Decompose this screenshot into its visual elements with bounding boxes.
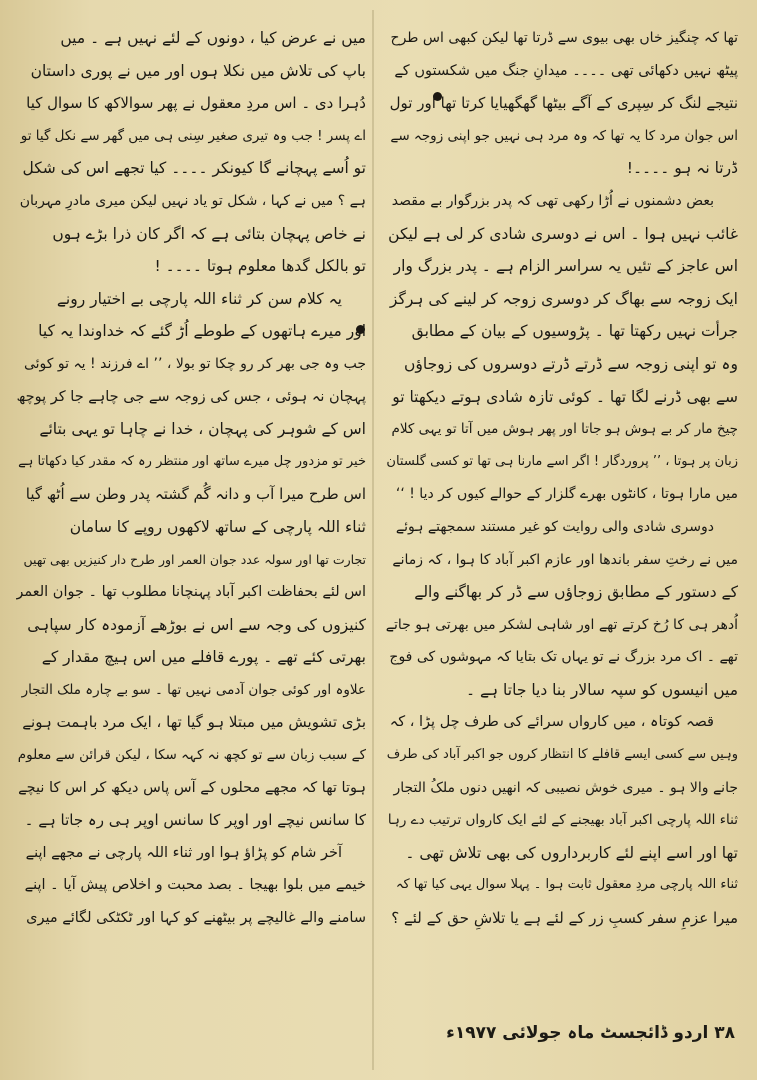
text-line: زبان پر ہوتا ، ’’ پروردگار ! اگر اسے مارنا ہی تھا تو کسی گلستان: [386, 453, 738, 469]
text-line: ایک زوجہ سے بھاگ کر دوسری زوجہ کر لینے کی ہرگز: [389, 289, 738, 308]
text-line: چیخ مار کر بے ہوش ہو جاتا اور پھر ہوش میں آتا تو یہی کلام: [391, 421, 738, 438]
text-line: تھا کہ چنگیز خاں بھی بیوی سے ڈرتا تھا لیکن کبھی اس طرح: [390, 30, 738, 46]
text-line: بڑی تشویش میں مبتلا ہو گیا تھا ، ایک مرد باہمت ہونے: [22, 713, 366, 732]
text-line: اس کے شوہر کی پہچان ، خدا نے چاہا تو یہی بتائے: [39, 420, 366, 439]
text-line: تھے ۔ اک مرد بزرگ نے تو یہاں تک بتایا کہ مہوشوں کی فوج: [389, 649, 738, 666]
text-line: کے سبب زبان سے تو کچھ نہ کہہ سکا ، لیکن قرائن سے معلوم: [17, 747, 366, 764]
text-line: اس عاجز کے تئیں یہ سراسر الزام ہے ۔ پدر بزرگ وار: [393, 257, 738, 276]
text-line: میرا عزمِ سفر کسبِ زر کے لئے ہے یا تلاشِ حق کے لئے ؟: [391, 909, 738, 928]
text-line: اور میرے ہاتھوں کے طوطے اُڑ گئے کہ خداوندا یہ کیا: [38, 322, 366, 341]
text-line: سے بھی ڈرنے لگا تھا ۔ کوئی تازہ شادی ہوتے دیکھتا تو: [392, 387, 738, 406]
text-line: خیر تو مزدور چل میرے ساتھ اور منتظر رہ کہ مقدر کیا دکھاتا ہے: [18, 453, 366, 469]
text-line: تو بالکل گدھا معلوم ہوتا ۔۔۔۔ !: [154, 257, 366, 276]
text-line: اُدھر ہی کا رُخ کرتے تھے اور شاہی لشکر میں بھرتی ہو جاتے: [386, 616, 738, 633]
text-line: علاوہ اور کوئی جوان آدمی نہیں تھا ۔ سو بے چارہ ملک التجار: [21, 681, 366, 698]
text-line: جرأت نہیں رکھتا تھا ۔ پڑوسیوں کے بیان کے مطابق: [411, 322, 738, 341]
text-line: پیٹھ نہیں دکھائی تھی ۔۔۔۔ میدانِ جنگ میں شکستوں کے: [394, 62, 738, 79]
text-line: تو اُسے پہچانے گا کیونکر ۔۔۔۔ کیا تجھے اس کی شکل: [22, 159, 366, 178]
text-line: جب وہ جی بھر کر رو چکا تو بولا ، ’’ اے فرزند ! یہ تو کوئی: [23, 355, 366, 372]
text-line: میں نے رختِ سفر باندھا اور عازم اکبر آباد کا ہوا ، کہ زمانے: [392, 551, 738, 568]
text-line: میں انیسوں کو سپہ سالار بنا دیا جاتا ہے ۔: [465, 680, 738, 699]
text-line: کنیزوں کی وجہ سے اس نے بوڑھے آزمودہ کار سپاہی: [27, 615, 366, 634]
text-line: سامنے والے غالیچے پر بیٹھنے کو کہا اور ٹکٹکی لگائے میری: [26, 910, 366, 927]
text-line: آخر شام کو پڑاؤ ہوا اور ثناء اللہ پارچی نے مجھے اپنے: [25, 844, 342, 861]
text-line: ثناء اللہ پارچی مردِ معقول ثابت ہوا ۔ پہلا سوال یہی کیا تھا کہ: [395, 877, 738, 893]
text-line: میں نے عرض کیا ، دونوں کے لئے نہیں ہے ۔ میں: [60, 29, 366, 47]
right-text-column: [386, 22, 738, 935]
text-line: خیمے میں بلوا بھیجا ۔ بصد محبت و اخلاص پیش آیا ۔ اپنے: [24, 877, 366, 894]
text-line: نے خاص پہچان بتائی ہے کہ اگر کان ذرا بڑے ہوں: [52, 224, 366, 243]
text-line: کا سانس نیچے اور اوپر کا سانس اوپر ہی رہ جاتا ہے ۔: [24, 811, 366, 830]
text-line: نتیجے لنگ کر سِپری کے آگے بیٹھا گھگھیایا کرتا تھا اور تول: [389, 94, 738, 113]
text-line: ثناء اللہ پارچی اکبر آباد بھیجنے کے لئے ایک کارواں ترتیب دے رہا: [387, 812, 738, 829]
text-line: پہچان نہ ہوئی ، جس کی زوجہ سے جی چاہے جا کر پوچھ: [16, 388, 366, 405]
text-line: قصہ کوتاہ ، میں کارواں سرائے کی طرف چل پڑا ، کہ: [389, 714, 714, 731]
text-line: ہوتا تھا کہ مجھے محلوں کے آس پاس دیکھ کر اس کا نیچے: [18, 779, 366, 796]
text-line: تھا اور اسے اپنے لئے کاربرداروں کی بھی تلاش تھی ۔: [405, 843, 738, 862]
text-line: غائب نہیں ہوا ۔ اس نے دوسری شادی کر لی ہے لیکن: [388, 224, 738, 243]
text-line: ڈرتا نہ ہو ۔۔۔۔!: [626, 159, 738, 178]
text-line: بھرتی کئے تھے ۔ پورے قافلے میں اس ہیچ مقدار کے: [41, 648, 366, 667]
column-divider: [372, 10, 374, 1070]
text-line: وہیں سے کسی ایسے قافلے کا انتظار کروں جو اکبر آباد کی طرف: [386, 747, 738, 763]
text-line: تجارت تھا اور سولہ عدد جوان العمر اور طرح دار کنیزیں بھی تھیں: [23, 551, 366, 567]
left-text-column: [16, 22, 366, 935]
text-line: ثناء اللہ پارچی کے ساتھ لاکھوں روپے کا سامان: [69, 517, 366, 536]
text-line: یہ کلام سن کر ثناء اللہ پارچی بے اختیار رونے: [56, 289, 342, 308]
page-footer: ۳۸ اردو ڈائجسٹ ماہ جولائی ۱۹۷۷ء: [446, 1023, 735, 1043]
text-line: میں مارا ہوتا ، کانٹوں بھرے گلزار کے حوالے کیوں کر دیا ! ‘‘: [395, 486, 738, 503]
text-line: باپ کی تلاش میں نکلا ہوں اور میں نے پوری داستان: [30, 61, 366, 80]
text-line: ہے ؟ میں نے کہا ، شکل تو یاد نہیں لیکن میری مادرِ مہربان: [19, 192, 366, 209]
text-line: کے دستور کے مطابق زوجاؤں سے ڈر کر بھاگنے والے: [414, 583, 738, 602]
text-line: اے پسر ! جب وہ تیری صغیر سِنی ہی میں گھر سے نکل گیا تو: [20, 127, 366, 144]
text-line: اس جوان مرد کا یہ تھا کہ وہ مرد ہی نہیں جو اپنی زوجہ سے: [390, 127, 738, 144]
text-line: وہ تو اپنی زوجہ سے ڈرتے ڈرتے دوسروں کی زوجاؤں: [404, 354, 738, 373]
text-line: جانے والا ہو ۔ میری خوش نصیبی کہ انھیں دنوں ملکُ التجار: [393, 779, 738, 796]
text-line: بعض دشمنوں نے اُڑا رکھی تھی کہ پدر بزرگوار بے مقصد: [391, 192, 714, 209]
text-line: دُہرا دی ۔ اس مردِ معقول نے پھر سوالاکھ کا سوال کیا: [26, 94, 366, 113]
text-line: اس طرح میرا آب و دانہ گُم گشتہ پدر وطن سے اُٹھ گیا: [25, 485, 366, 504]
text-line: اس لئے بحفاظت اکبر آباد پہنچانا مطلوب تھا ۔ جوان العمر: [16, 584, 366, 601]
text-line: دوسری شادی والی روایت کو غیر مستند سمجھتے ہوئے: [395, 518, 714, 535]
